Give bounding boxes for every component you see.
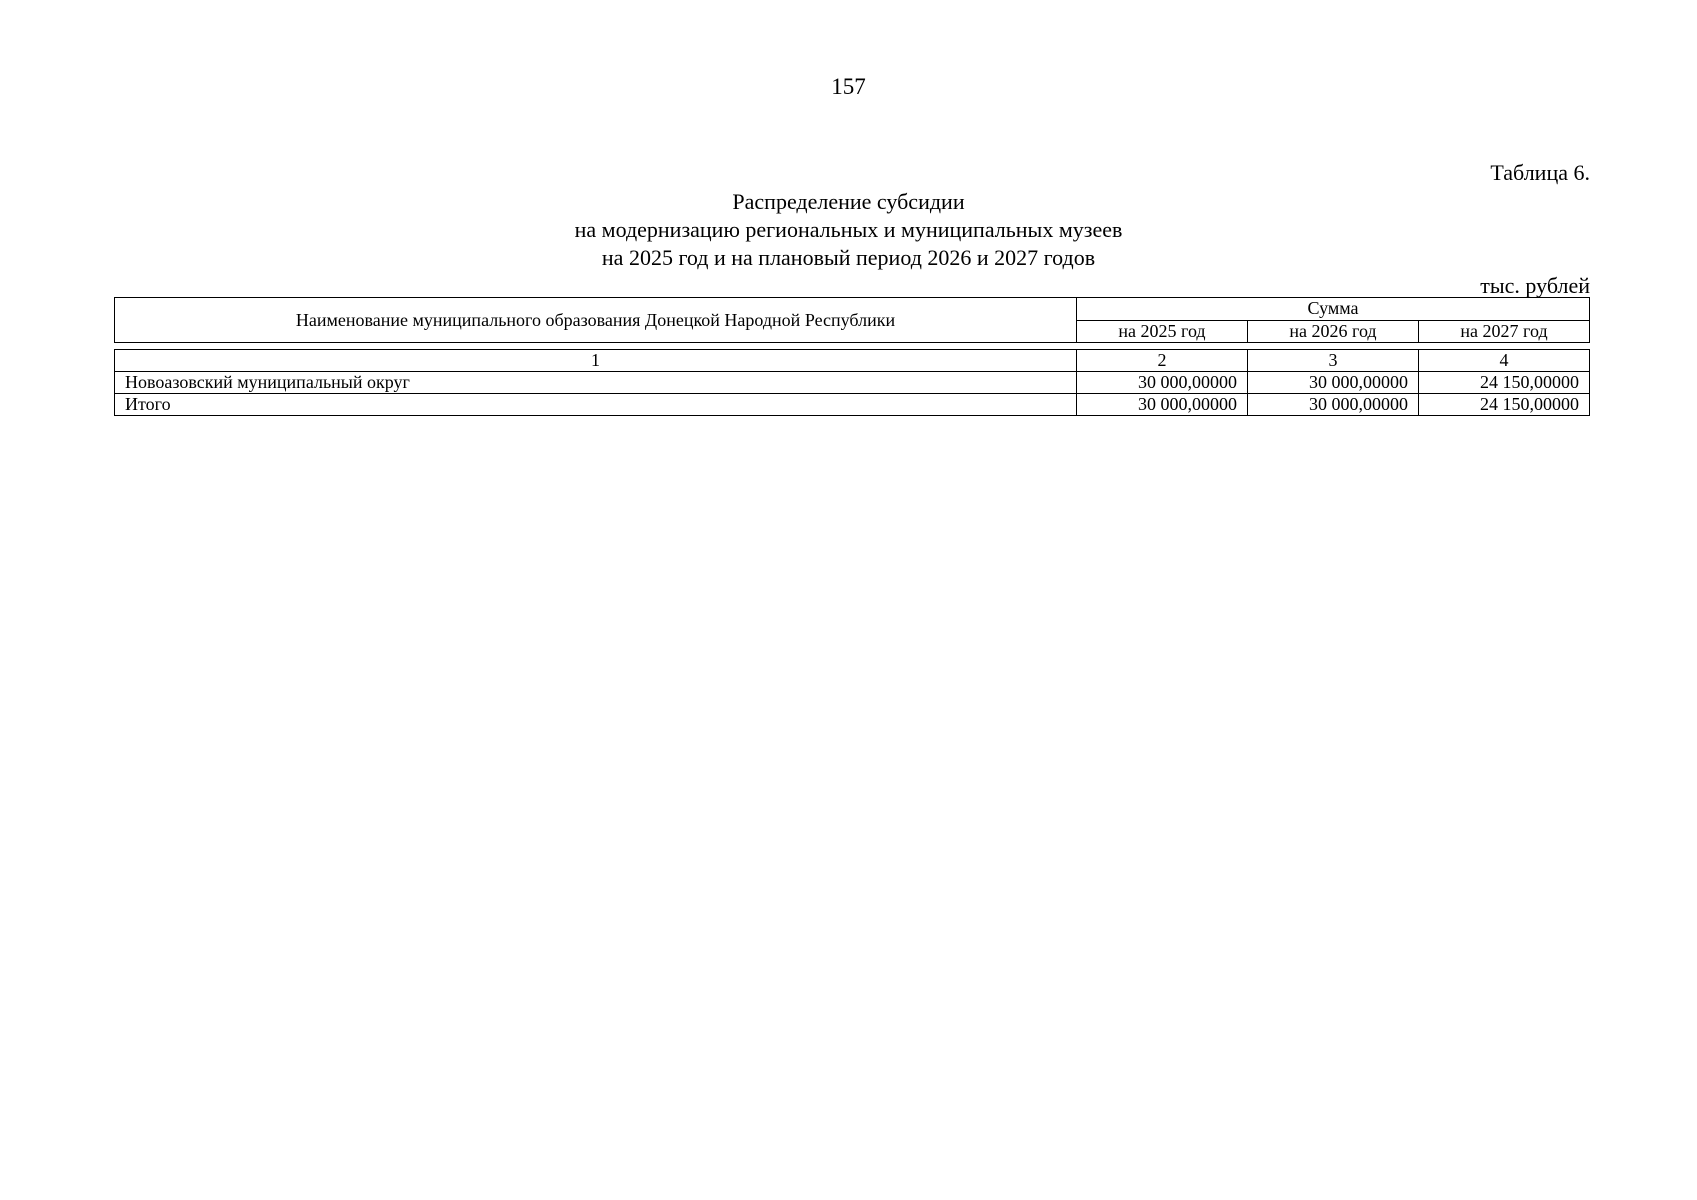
total-row [115,394,1590,416]
header-name-column: Наименование муниципального образования Донецкой Народной Республики [115,298,1077,343]
header-sum-group: Сумма [1077,298,1590,321]
table-header [114,297,1590,343]
total-label: Итого [115,394,1077,416]
column-number-2: 2 [1077,350,1248,372]
table-row [115,372,1590,394]
row-value-2027: 24 150,00000 [1419,372,1590,394]
header-year-2025: на 2025 год [1077,320,1248,343]
title-line-3: на 2025 год и на плановый период 2026 и 2027 годов [601,245,1096,270]
total-value-2027: 24 150,00000 [1419,394,1590,416]
row-name: Новоазовский муниципальный округ [115,372,1077,394]
header-year-2027: на 2027 год [1419,320,1590,343]
column-number-1: 1 [115,350,1077,372]
table-body [114,349,1590,416]
column-number-4: 4 [1419,350,1590,372]
title-line-1: Распределение субсидии [732,189,965,214]
row-value-2026: 30 000,00000 [1248,372,1419,394]
column-number-3: 3 [1248,350,1419,372]
page-number: 157 [831,74,866,99]
document-title [0,188,1697,272]
table-label: Таблица 6. [1490,160,1590,185]
row-value-2025: 30 000,00000 [1077,372,1248,394]
header-year-2026: на 2026 год [1248,320,1419,343]
total-value-2025: 30 000,00000 [1077,394,1248,416]
column-number-row [115,350,1590,372]
total-value-2026: 30 000,00000 [1248,394,1419,416]
unit-label: тыс. рублей [1480,273,1590,298]
title-line-2: на модернизацию региональных и муниципальных музеев [574,217,1123,242]
